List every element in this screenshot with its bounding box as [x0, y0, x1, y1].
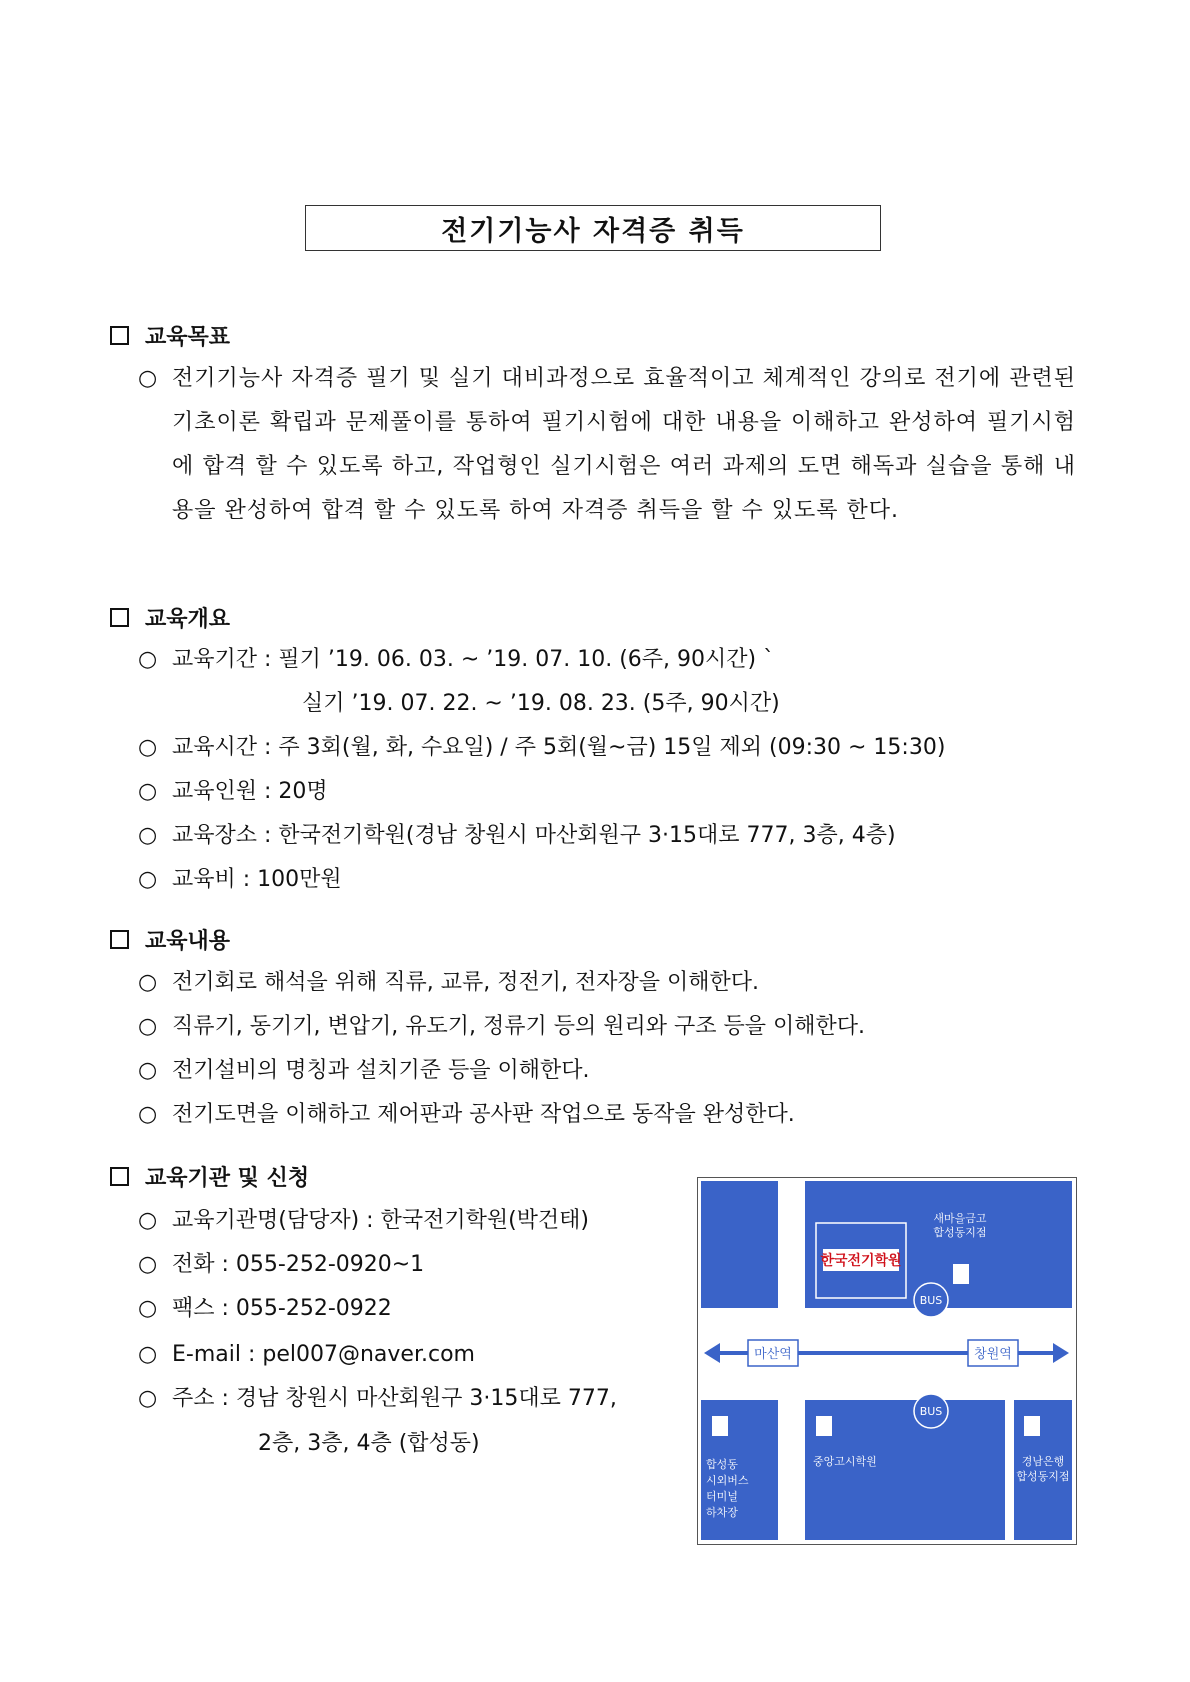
location-map: [697, 1177, 1077, 1545]
section-heading-institution: [110, 1161, 309, 1192]
map-terminal-line: 터미널: [706, 1490, 738, 1503]
map-bank2-line1: 경남은행: [1021, 1455, 1065, 1468]
circle-bullet-icon: ○: [138, 366, 158, 391]
map-bank2-line2: 합성동지점: [1016, 1470, 1070, 1483]
overview-fee: 교육비 : 100만원: [172, 867, 342, 892]
section-content-label: 교육내용: [145, 929, 231, 954]
circle-bullet-icon: ○: [138, 1252, 158, 1277]
overview-period: 교육기간 : 필기 ’19. 06. 03. ~ ’19. 07. 10. (6주, 90시간) `: [172, 647, 775, 672]
content-item: 직류기, 동기기, 변압기, 유도기, 정류기 등의 원리와 구조 등을 이해한다.: [172, 1014, 865, 1039]
checkbox-square-icon: [110, 326, 129, 345]
map-bus-label: BUS: [919, 1405, 943, 1418]
section-heading-overview: [110, 602, 230, 633]
goal-paragraph: 전기기능사 자격증 필기 및 실기 대비과정으로 효율적이고 체계적인 강의로 전기에 관련된 기초이론 확립과 문제풀이를 통하여 필기시험에 대한 내용을 이해하고 완성하여 필기시험에 합격 할 수 있도록 하고, 작업형인 실기시험은 여러 과제의 도면 해독과 실습을 통해 내용을 완성하여 합격 할 수 있도록 하여 자격증 취득을 할 수 있도록 한다.: [172, 366, 1076, 523]
circle-bullet-icon: ○: [138, 779, 158, 804]
section-heading-goal: [110, 320, 230, 351]
institution-address: 주소 : 경남 창원시 마산회원구 3·15대로 777,: [172, 1386, 617, 1411]
circle-bullet-icon: ○: [138, 1386, 158, 1411]
institution-name: 교육기관명(담당자) : 한국전기학원(박건태): [172, 1208, 590, 1233]
map-block-top-left: [701, 1181, 778, 1308]
circle-bullet-icon: ○: [138, 1296, 158, 1321]
map-terminal-line: 시외버스: [706, 1474, 749, 1487]
overview-place: 교육장소 : 한국전기학원(경남 창원시 마산회원구 3·15대로 777, 3층, 4층): [172, 823, 896, 848]
overview-period-practical: 실기 ’19. 07. 22. ~ ’19. 08. 23. (5주, 90시간): [302, 691, 780, 716]
institution-phone: 전화 : 055-252-0920~1: [172, 1252, 425, 1277]
page-title: 전기기능사 자격증 취득: [305, 205, 881, 251]
circle-bullet-icon: ○: [138, 1342, 158, 1367]
circle-bullet-icon: ○: [138, 867, 158, 892]
map-bank1-line2: 합성동지점: [933, 1226, 987, 1239]
circle-bullet-icon: ○: [138, 735, 158, 760]
institution-fax: 팩스 : 055-252-0922: [172, 1296, 392, 1321]
map-school-label: 중앙고시학원: [813, 1455, 877, 1468]
content-item: 전기회로 해석을 위해 직류, 교류, 정전기, 전자장을 이해한다.: [172, 970, 759, 995]
map-terminal-line: 하차장: [706, 1506, 738, 1519]
circle-bullet-icon: ○: [138, 970, 158, 995]
circle-bullet-icon: ○: [138, 1058, 158, 1083]
content-item: 전기설비의 명칭과 설치기준 등을 이해한다.: [172, 1058, 590, 1083]
overview-time: 교육시간 : 주 3회(월, 화, 수요일) / 주 5회(월~금) 15일 제외 (09:30 ~ 15:30): [172, 735, 946, 760]
content-item: 전기도면을 이해하고 제어판과 공사판 작업으로 동작을 완성한다.: [172, 1102, 795, 1127]
checkbox-square-icon: [110, 1167, 129, 1186]
checkbox-square-icon: [110, 930, 129, 949]
map-bus-label: BUS: [919, 1294, 943, 1307]
section-goal-label: 교육목표: [145, 325, 231, 350]
overview-people: 교육인원 : 20명: [172, 779, 328, 804]
circle-bullet-icon: ○: [138, 1102, 158, 1127]
circle-bullet-icon: ○: [138, 1014, 158, 1039]
circle-bullet-icon: ○: [138, 823, 158, 848]
map-bank1-line1: 새마을금고: [933, 1212, 987, 1225]
map-block-bottom-middle: [805, 1400, 1005, 1540]
map-station-right: 창원역: [974, 1347, 1012, 1362]
section-institution-label: 교육기관 및 신청: [145, 1166, 310, 1191]
circle-bullet-icon: ○: [138, 1208, 158, 1233]
institution-email: E-mail : pel007@naver.com: [172, 1342, 475, 1367]
institution-address-floors: 2층, 3층, 4층 (합성동): [258, 1431, 480, 1456]
map-academy-label: 한국전기학원: [820, 1253, 902, 1269]
map-station-left: 마산역: [754, 1347, 792, 1362]
section-overview-label: 교육개요: [145, 607, 231, 632]
section-heading-content: [110, 924, 230, 955]
map-terminal-line: 합성동: [706, 1458, 738, 1471]
checkbox-square-icon: [110, 608, 129, 627]
circle-bullet-icon: ○: [138, 647, 158, 672]
